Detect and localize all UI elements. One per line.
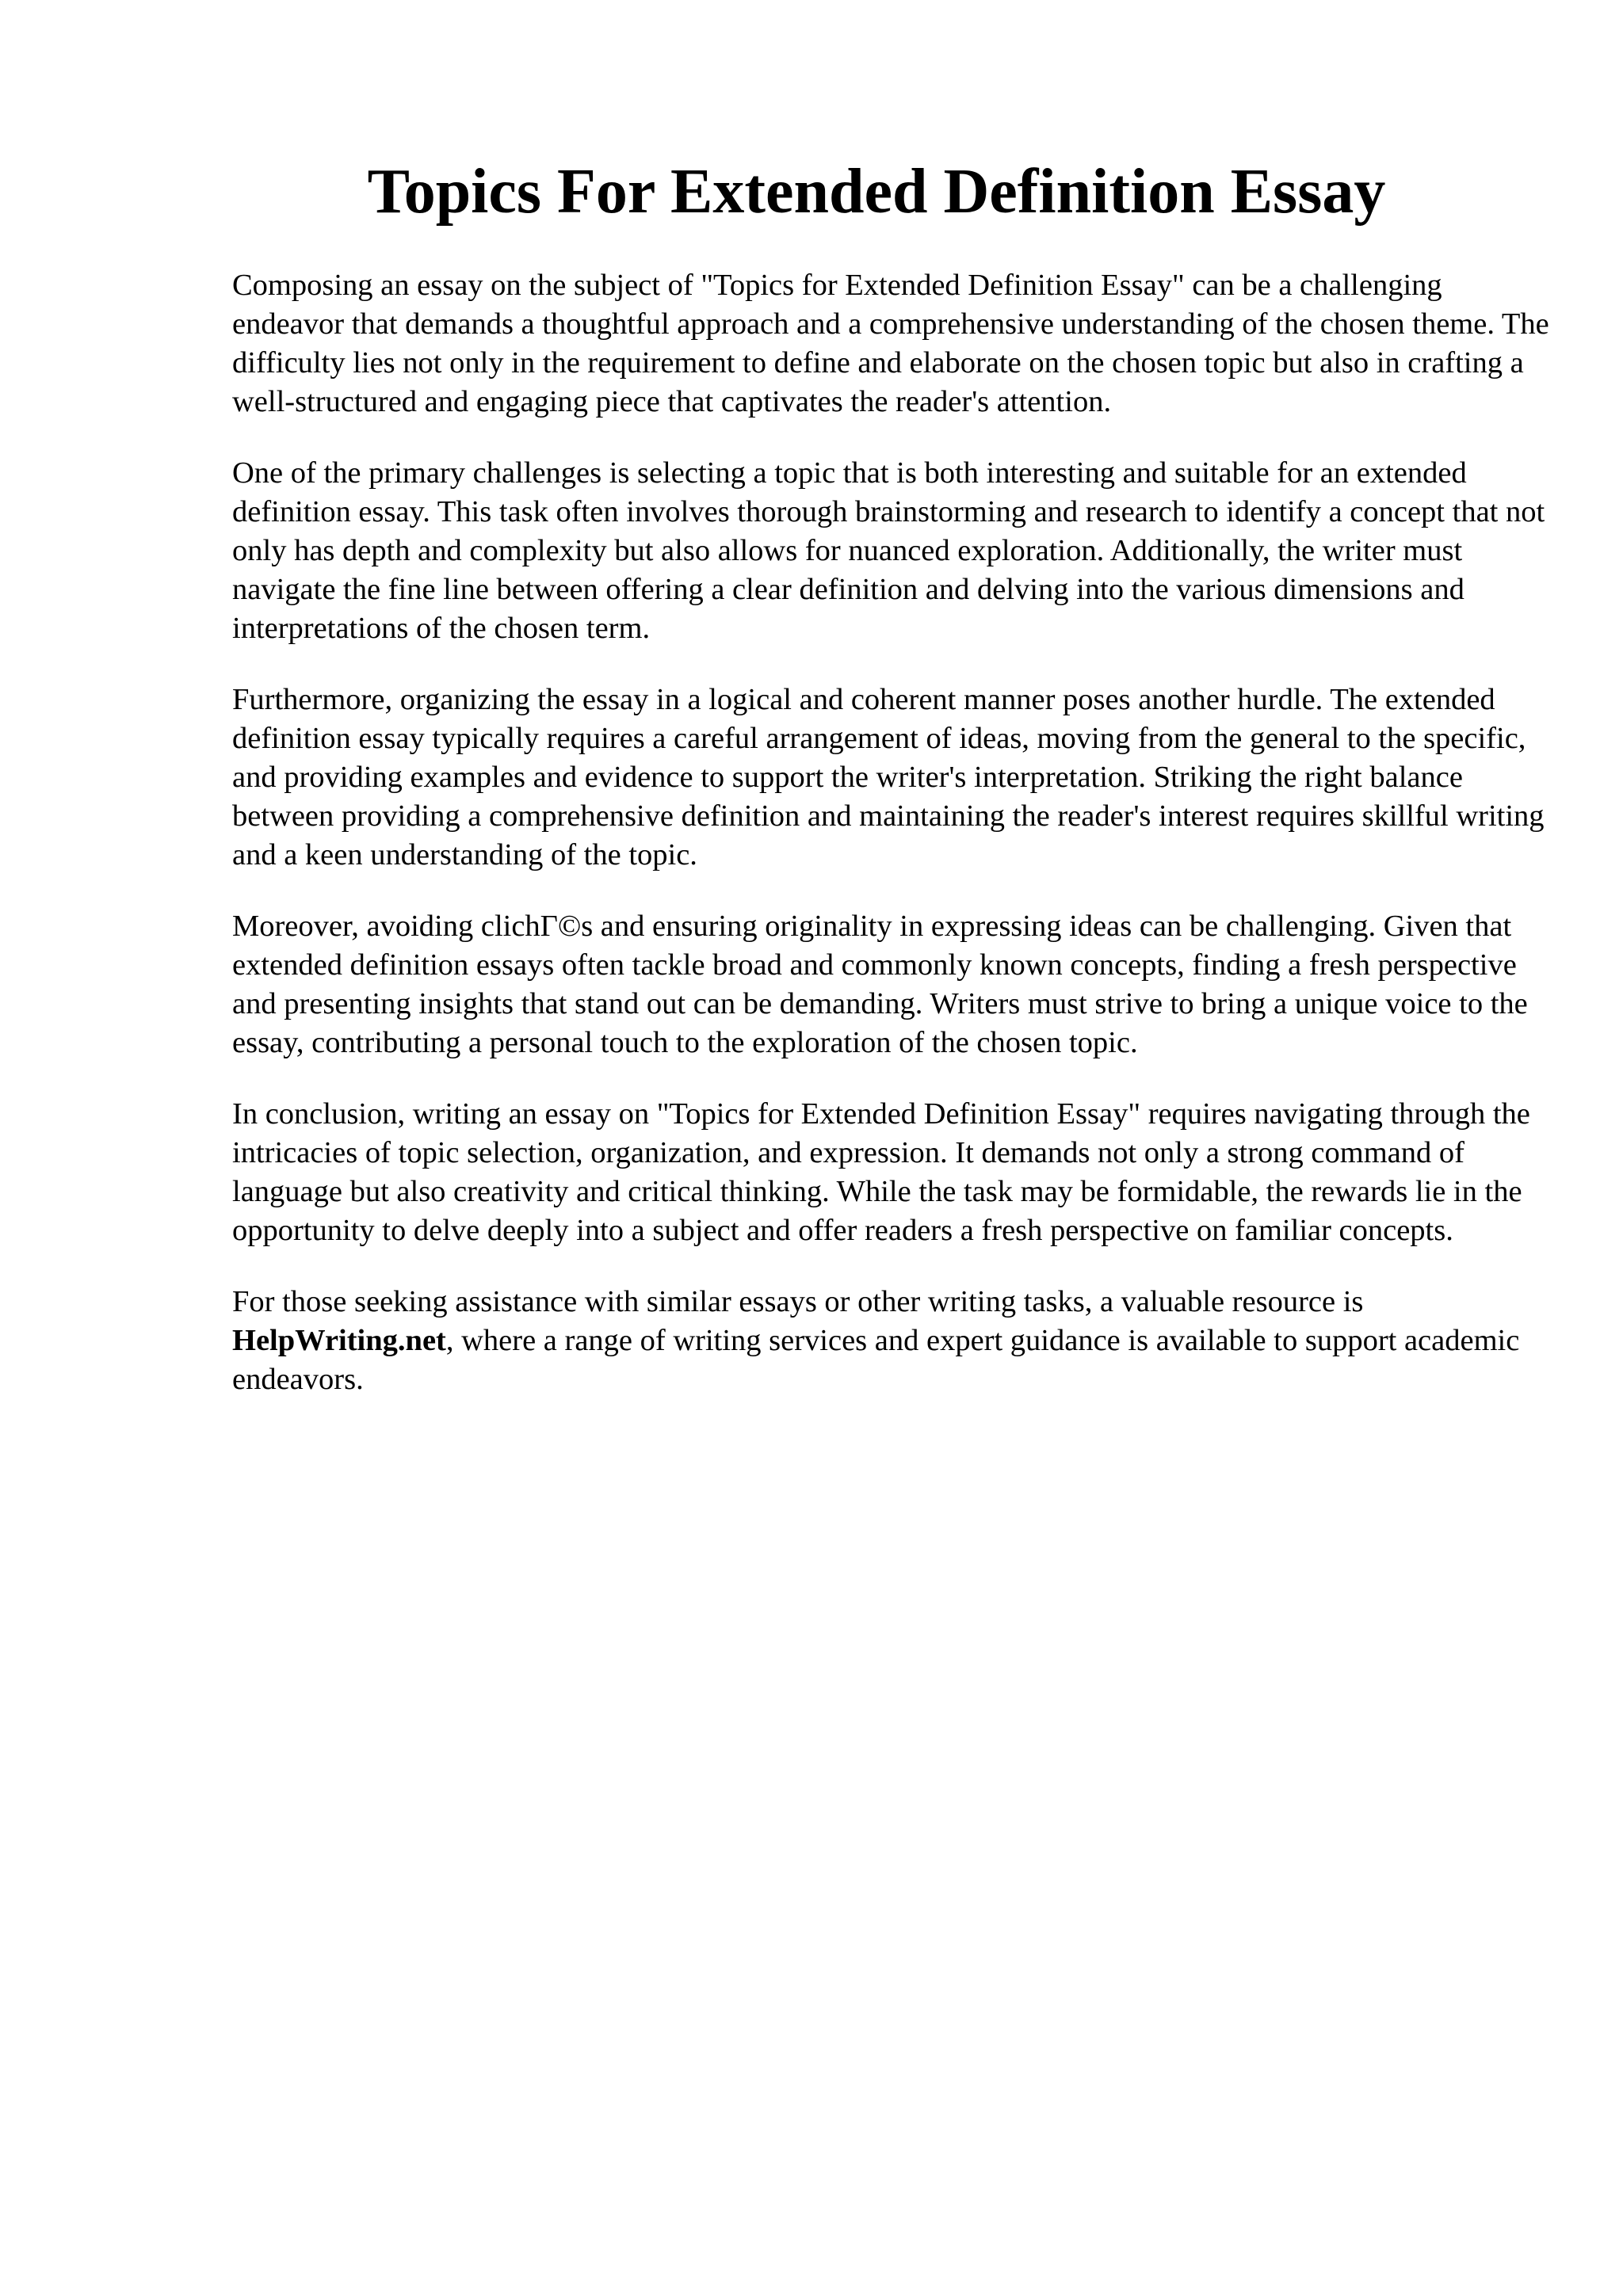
- paragraph-4: Moreover, avoiding clichΓ©s and ensuring originality in expressing ideas can be challenging. Given that extended definition essays often tackle broad and commonly known concepts, finding a fresh perspective and presenting insights that stand out can be demanding. Writers must strive to bring a unique voice to the essay, contributing a personal touch to the exploration of the chosen topic.: [232, 910, 1528, 1059]
- closing-paragraph: [232, 1283, 1556, 1399]
- paragraph-3: Furthermore, organizing the essay in a logical and coherent manner poses another hurdle. The extended definition essay typically requires a careful arrangement of ideas, moving from the general to the specific, and providing examples and evidence to support the writer's interpretation. Striking the right balance between providing a comprehensive definition and maintaining the reader's interest requires skillful writing and a keen understanding of the topic.: [232, 683, 1545, 871]
- paragraph-5: In conclusion, writing an essay on "Topics for Extended Definition Essay" requires navigating through the intricacies of topic selection, organization, and expression. It demands not only a strong command of language but also creativity and critical thinking. While the task may be formidable, the rewards lie in the opportunity to delve deeply into a subject and offer readers a fresh perspective on familiar concepts.: [232, 1097, 1530, 1247]
- closing-outro-text: , where a range of writing services and expert guidance is available to support academic endeavors.: [232, 1324, 1520, 1396]
- closing-intro-text: For those seeking assistance with similar essays or other writing tasks, a valuable resource is: [232, 1285, 1364, 1318]
- paragraph-1: Composing an essay on the subject of "Topics for Extended Definition Essay" can be a challenging endeavor that demands a thoughtful approach and a comprehensive understanding of the chosen theme. The difficulty lies not only in the requirement to define and elaborate on the chosen topic but also in crafting a well-structured and engaging piece that captivates the reader's attention.: [232, 269, 1549, 418]
- page-title: Topics For Extended Definition Essay: [367, 157, 1386, 227]
- paragraph-2: One of the primary challenges is selecting a topic that is both interesting and suitable for an extended definition essay. This task often involves thorough brainstorming and research to identify a concept that not only has depth and complexity but also allows for nuanced exploration. Additionally, the writer must navigate the fine line between offering a clear definition and delving into the various dimensions and interpretations of the chosen term.: [232, 456, 1545, 645]
- helpwriting-brand-link[interactable]: HelpWriting.net: [232, 1324, 446, 1357]
- essay-body: [232, 266, 1556, 1432]
